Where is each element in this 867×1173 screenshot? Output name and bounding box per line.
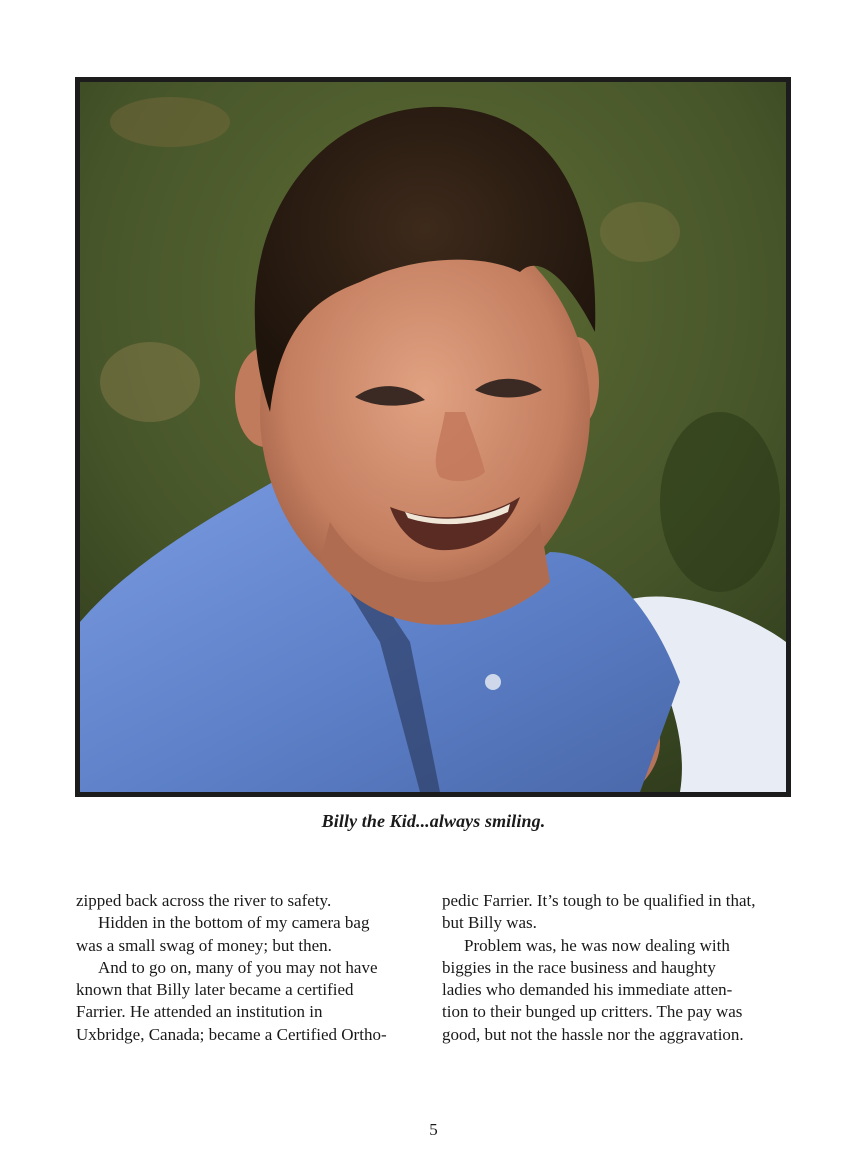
text-line: ladies who demanded his immediate atten- <box>442 980 733 1000</box>
boy-portrait-photo <box>80 82 786 792</box>
text-line: And to go on, many of you may not have <box>98 957 378 977</box>
text-line: Farrier. He attended an institution in <box>76 1002 323 1022</box>
text-line: biggies in the race business and haughty <box>442 957 716 977</box>
text-column-left <box>76 890 426 1046</box>
photo-frame <box>75 77 791 797</box>
text-line: was a small swag of money; but then. <box>76 935 332 955</box>
photo-caption: Billy the Kid...always smiling. <box>321 811 546 831</box>
text-line: Hidden in the bottom of my camera bag <box>98 913 370 933</box>
text-column-right <box>442 890 792 1046</box>
text-line: Problem was, he was now dealing with <box>464 935 730 955</box>
text-line: pedic Farrier. It’s tough to be qualified in that, <box>442 891 756 910</box>
text-line: known that Billy later became a certified <box>76 980 354 1000</box>
page-number: 5 <box>429 1120 438 1139</box>
text-line: good, but not the hassle nor the aggravation. <box>442 1024 744 1044</box>
text-line: zipped back across the river to safety. <box>76 891 332 910</box>
text-line: tion to their bunged up critters. The pay was <box>442 1002 743 1022</box>
text-line: but Billy was. <box>442 913 537 933</box>
text-line: Uxbridge, Canada; became a Certified Ortho- <box>76 1024 387 1044</box>
